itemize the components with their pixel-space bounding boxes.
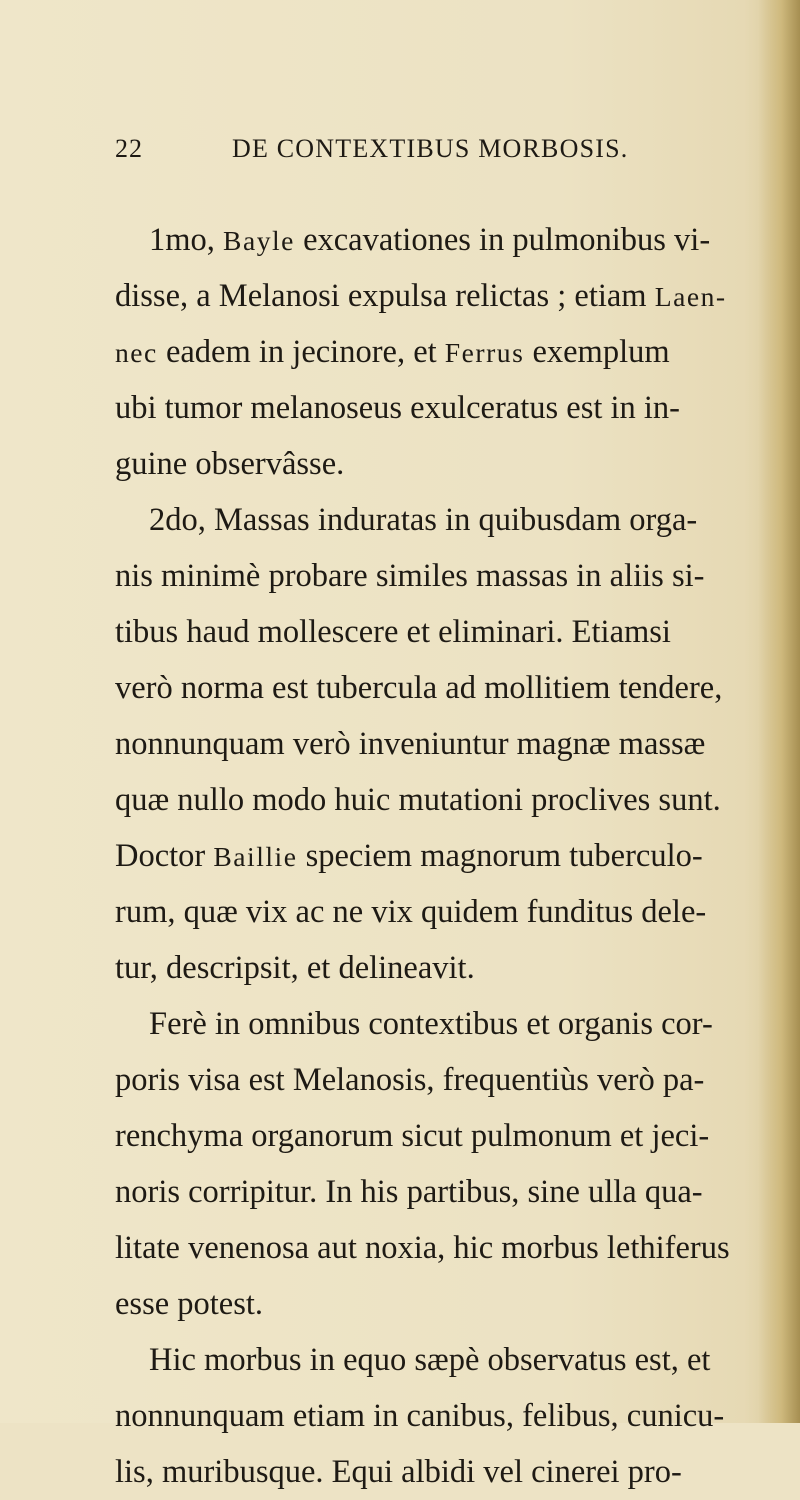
text-line: Ferè in omnibus contextibus et organis cor- bbox=[149, 1006, 713, 1042]
text-segment: 1mo, bbox=[149, 222, 224, 258]
text-segment: Doctor bbox=[115, 838, 214, 874]
text-line: poris visa est Melanosis, frequentiùs verò pa- bbox=[115, 1062, 705, 1098]
author-name-ferrus: Ferrus bbox=[444, 337, 525, 368]
author-name-laennec: Laen- bbox=[654, 281, 727, 312]
text-line bbox=[115, 324, 795, 380]
text-line: verò norma est tubercula ad mollitiem tendere, bbox=[115, 670, 723, 706]
text-line: Hic morbus in equo sæpè observatus est, et bbox=[149, 1342, 711, 1378]
text-segment: eadem in jecinore, et bbox=[157, 334, 445, 370]
text-line: lis, muribusque. Equi albidi vel cinerei pro- bbox=[115, 1454, 682, 1490]
text-segment: disse, a Melanosi expulsa relictas ; etiam bbox=[115, 278, 655, 314]
text-segment: exemplum bbox=[524, 334, 670, 370]
text-line bbox=[115, 828, 795, 884]
text-line: quæ nullo modo huic mutationi proclives sunt. bbox=[115, 782, 721, 818]
text-line: renchyma organorum sicut pulmonum et jeci- bbox=[115, 1118, 710, 1154]
text-line: nonnunquam etiam in canibus, felibus, cunicu- bbox=[115, 1398, 725, 1434]
text-line: noris corripitur. In his partibus, sine ulla qua- bbox=[115, 1174, 703, 1210]
text-line: esse potest. bbox=[115, 1286, 264, 1322]
page-header bbox=[115, 134, 795, 174]
body-text bbox=[115, 212, 795, 1500]
text-line: nis minimè probare similes massas in aliis si- bbox=[115, 558, 705, 594]
page-number: 22 bbox=[115, 134, 143, 163]
author-name-baillie: Baillie bbox=[213, 841, 298, 872]
text-line: 2do, Massas induratas in quibusdam orga- bbox=[149, 502, 698, 538]
text-line: tibus haud mollescere et eliminari. Etiamsi bbox=[115, 614, 671, 650]
author-name-laennec-end: nec bbox=[115, 337, 158, 368]
text-line: ubi tumor melanoseus exulceratus est in in- bbox=[115, 390, 681, 426]
text-segment: speciem magnorum tuberculo- bbox=[297, 838, 703, 874]
text-line: nonnunquam verò inveniuntur magnæ massæ bbox=[115, 726, 706, 762]
author-name-bayle: Bayle bbox=[223, 225, 295, 256]
text-segment: excavationes in pulmonibus vi- bbox=[294, 222, 711, 258]
running-title: DE CONTEXTIBUS MORBOSIS. bbox=[232, 134, 629, 163]
text-line: litate venenosa aut noxia, hic morbus lethiferus bbox=[115, 1230, 730, 1266]
text-line: rum, quæ vix ac ne vix quidem funditus dele- bbox=[115, 894, 707, 930]
text-line: tur, descripsit, et delineavit. bbox=[115, 950, 475, 986]
text-line: guine observâsse. bbox=[115, 446, 345, 482]
text-line bbox=[115, 268, 795, 324]
text-line bbox=[115, 212, 795, 268]
